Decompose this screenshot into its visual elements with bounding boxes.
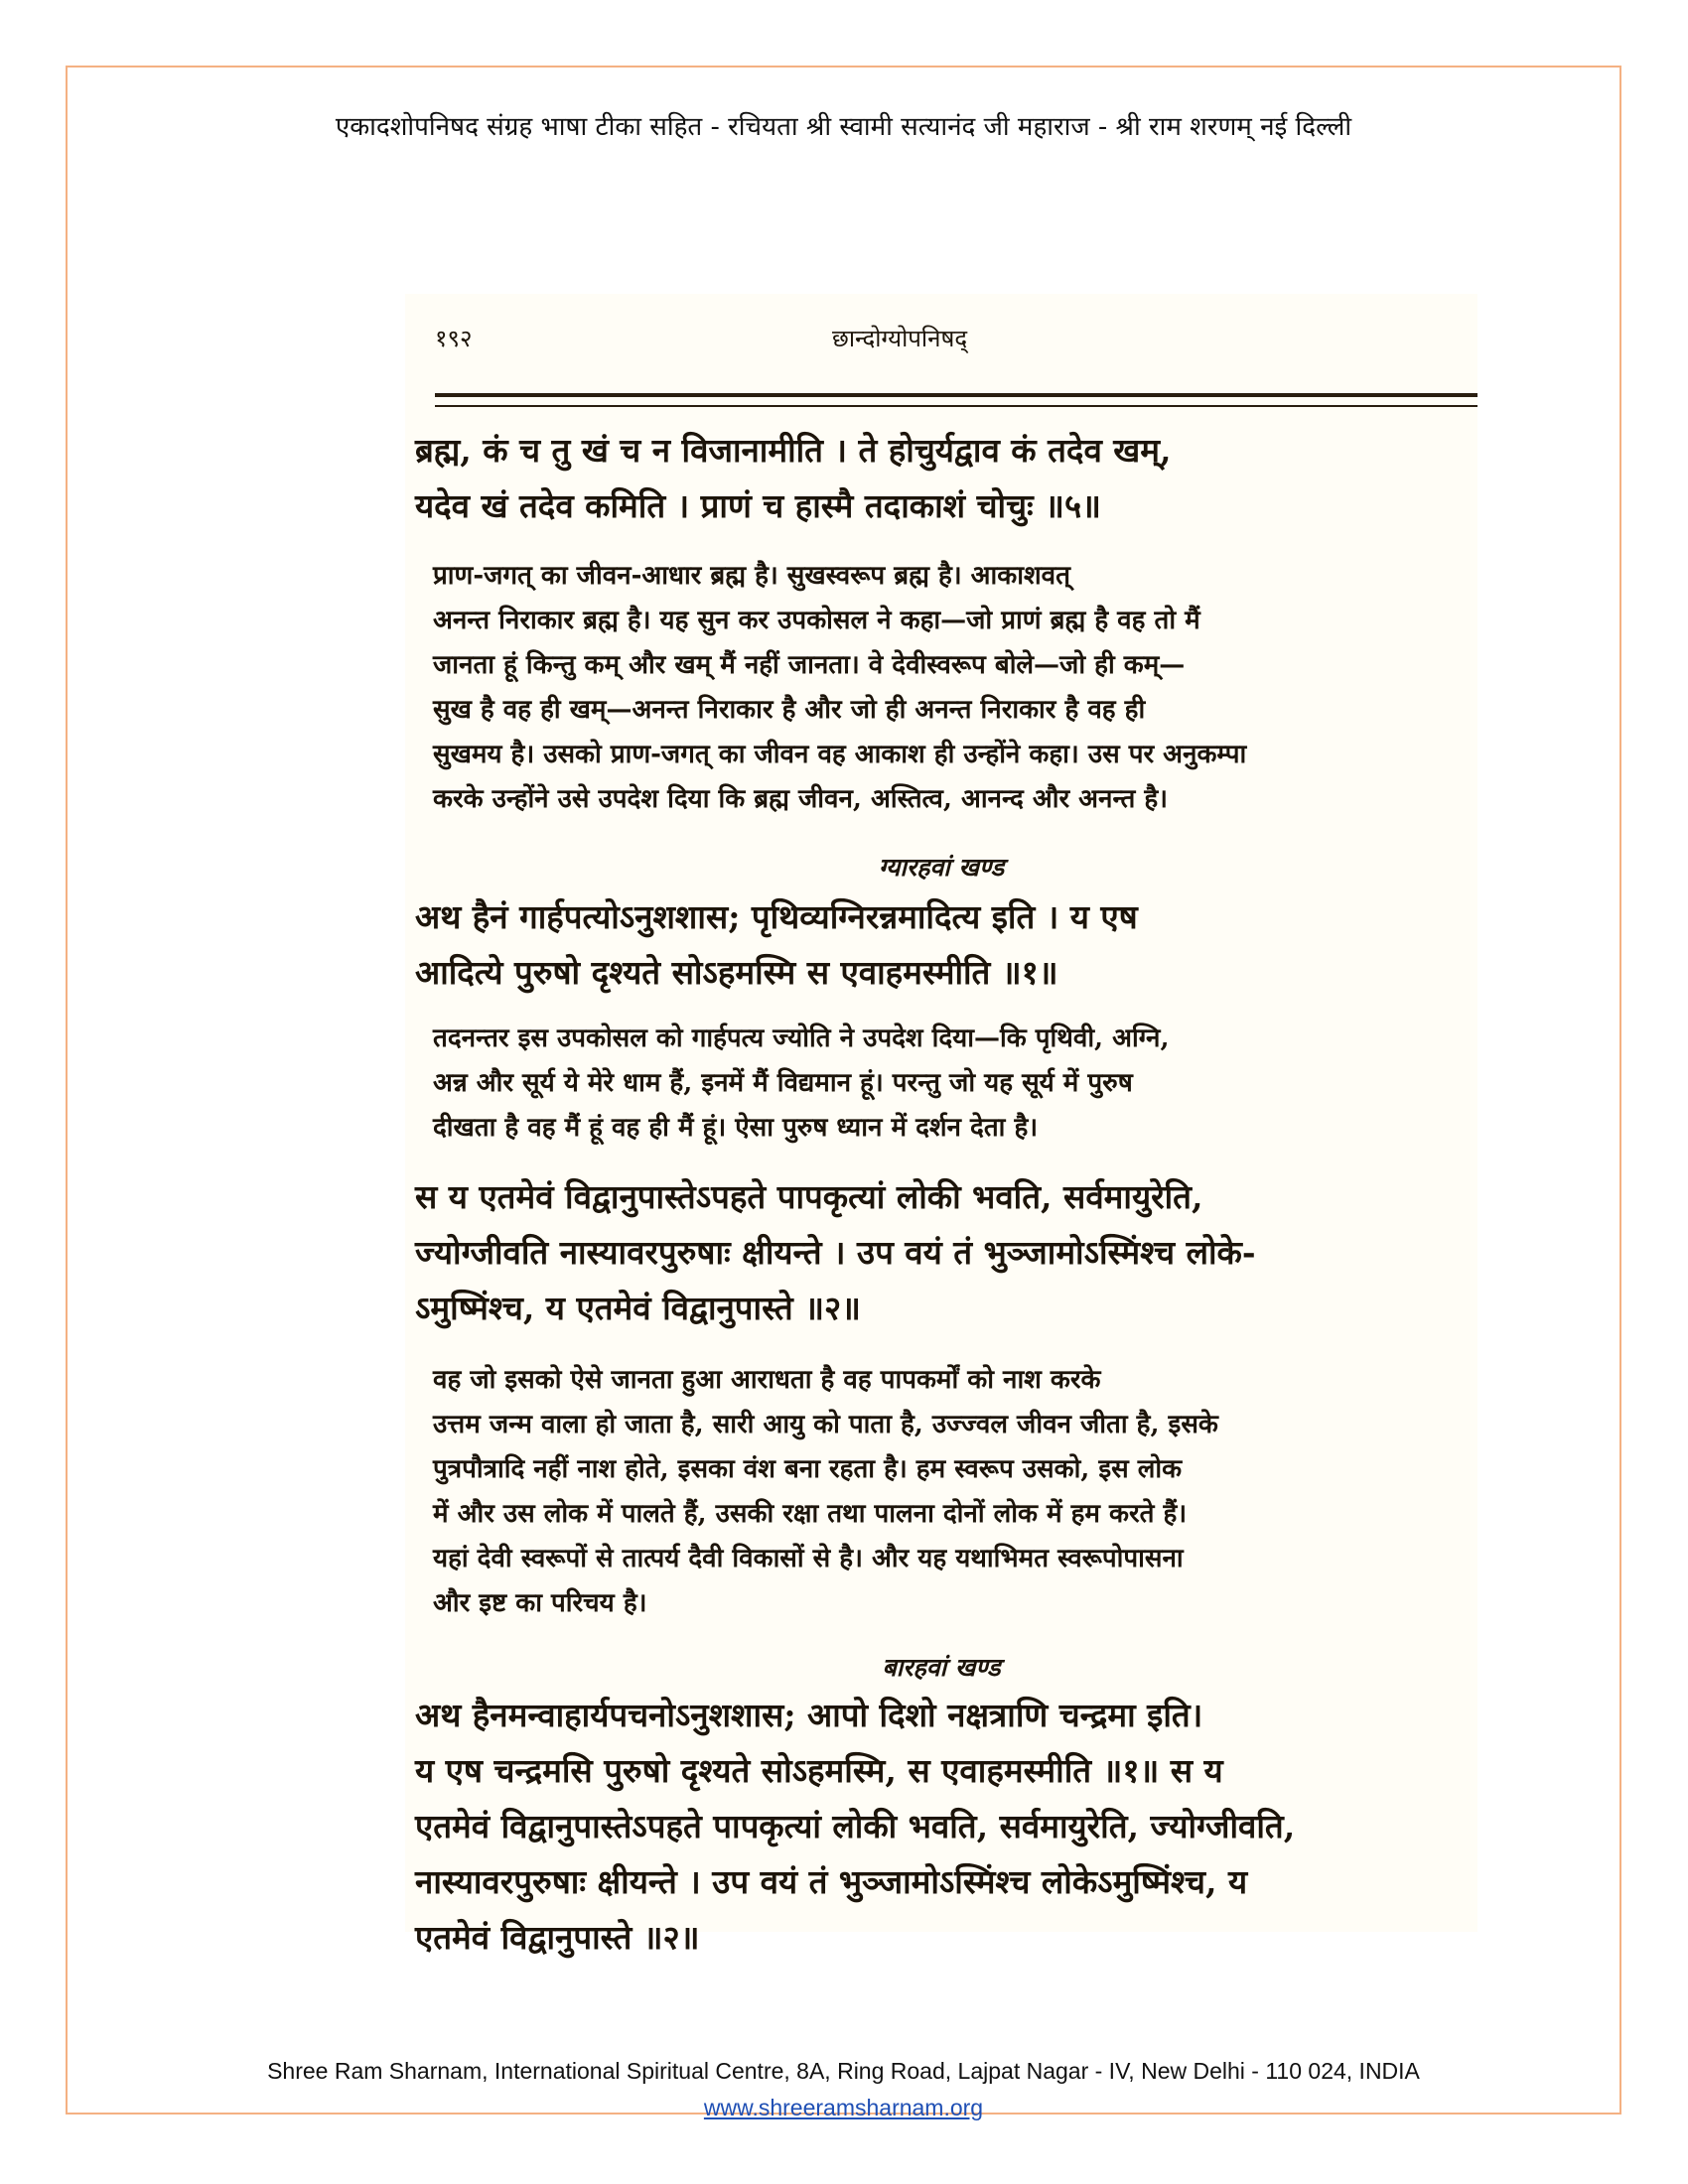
sanskrit-verse-3: स य एतमेवं विद्वानुपास्तेऽपहते पापकृत्यां लोकी भवति, सर्वमायुरेति, ज्योग्जीवति नास्यावरपुरुषाः क्षीयन्ते । उप वयं तं भुञ्जामोऽस्मिंश्च लोके- ऽमुष्मिंश्च, य एतमेवं विद्वानुपास्ते ॥२॥ [415, 1177, 1256, 1327]
hindi-commentary-2: तदनन्तर इस उपकोसल को गार्हपत्य ज्योति ने उपदेश दिया—कि पृथिवी, अग्नि, अन्न और सूर्य ये मेरे धाम हैं, इनमें मैं विद्यमान हूं। परन्तु जो यह सूर्य में पुरुष दीखता है वह मैं हूं वह ही मैं हूं। ऐसा पुरुष ध्यान में दर्शन देता है। [433, 1024, 1170, 1143]
sanskrit-verse-2: अथ हैनं गार्हपत्योऽनुशशास; पृथिव्यग्निरन्नमादित्य इति । य एष आदित्ये पुरुषो दृश्यते सोऽहमस्मि स एवाहमस्मीति ॥१॥ [415, 897, 1138, 992]
page-border [66, 66, 1621, 2120]
sanskrit-verse-1: ब्रह्म, कं च तु खं च न विजानामीति । ते होचुर्यद्वाव कं तदेव खम्, यदेव खं तदेव कमिति । प्राणं च हास्मै तदाकाशं चोचुः ॥५॥ [415, 431, 1172, 525]
page-footer [68, 2058, 1619, 2121]
website-link[interactable]: www.shreeramsharnam.org [703, 2095, 984, 2120]
sanskrit-verse-4: अथ हैनमन्वाहार्यपचनोऽनुशशास; आपो दिशो नक्षत्राणि चन्द्रमा इति। य एष चन्द्रमसि पुरुषो दृश्यते सोऽहमस्मि, स एवाहमस्मीति ॥१॥ स य एतमेवं विद्वानुपास्तेऽपहते पापकृत्यां लोकी भवति, सर्वमायुरेति, ज्योग्जीवति, नास्यावरपुरुषाः क्षीयन्ते । उप वयं तं भुञ्जामोऽस्मिंश्च लोकेऽमुष्मिंश्च, य एतमेवं विद्वानुपास्ते ॥२॥ [415, 1696, 1296, 1957]
section-heading-11: ग्यारहवां खण्ड [878, 853, 1005, 882]
hindi-commentary-1: प्राण-जगत् का जीवन-आधार ब्रह्म है। सुखस्वरूप ब्रह्म है। आकाशवत् अनन्त निराकार ब्रह्म है। यह सुन कर उपकोसल ने कहा—जो प्राणं ब्रह्म है वह तो मैं जानता हूं किन्तु कम् और खम् मैं नहीं जानता। वे देवीस्वरूप बोले—जो ही कम्— सुख है वह ही खम्—अनन्त निराकार है और जो ही अनन्त निराकार है वह ही सुखमय है। उसको प्राण-जगत् का जीवन वह आकाश ही उन्होंने कहा। उस पर अनुकम्पा करके उन्होंने उसे उपदेश दिया कि ब्रह्म जीवन, अस्तित्व, आनन्द और अनन्त है। [433, 561, 1247, 814]
section-heading-12: बारहवां खण्ड [882, 1653, 1001, 1682]
header-rule-thin [435, 405, 1477, 407]
page-header-title: एकादशोपनिषद संग्रह भाषा टीका सहित - रचियता श्री स्वामी सत्यानंद जी महाराज - श्री राम शरणम् नई दिल्ली [335, 112, 1352, 142]
hindi-commentary-3: वह जो इसको ऐसे जानता हुआ आराधता है वह पापकर्मों को नाश करके उत्तम जन्म वाला हो जाता है, सारी आयु को पाता है, उज्ज्वल जीवन जीता है, इसके पुत्रपौत्रादि नहीं नाश होते, इसका वंश बना रहता है। हम स्वरूप उसको, इस लोक में और उस लोक में पालते हैं, उसकी रक्षा तथा पालना दोनों लोक में हम करते हैं। यहां देवी स्वरूपों से तात्पर्य दैवी विकासों से है। और यह यथाभिमत स्वरूपोपासना और इष्ट का परिचय है। [433, 1365, 1218, 1618]
scanned-page [405, 294, 1477, 1957]
footer-address: Shree Ram Sharnam, International Spiritual Centre, 8A, Ring Road, Lajpat Nagar - IV, New Delhi - 110 024, INDIA [267, 2058, 1420, 2084]
page-number: १९२ [435, 325, 473, 352]
running-title: छान्दोग्योपनिषद् [832, 325, 968, 352]
header-rule-thick [435, 393, 1477, 397]
scan-running-header [435, 322, 1477, 361]
